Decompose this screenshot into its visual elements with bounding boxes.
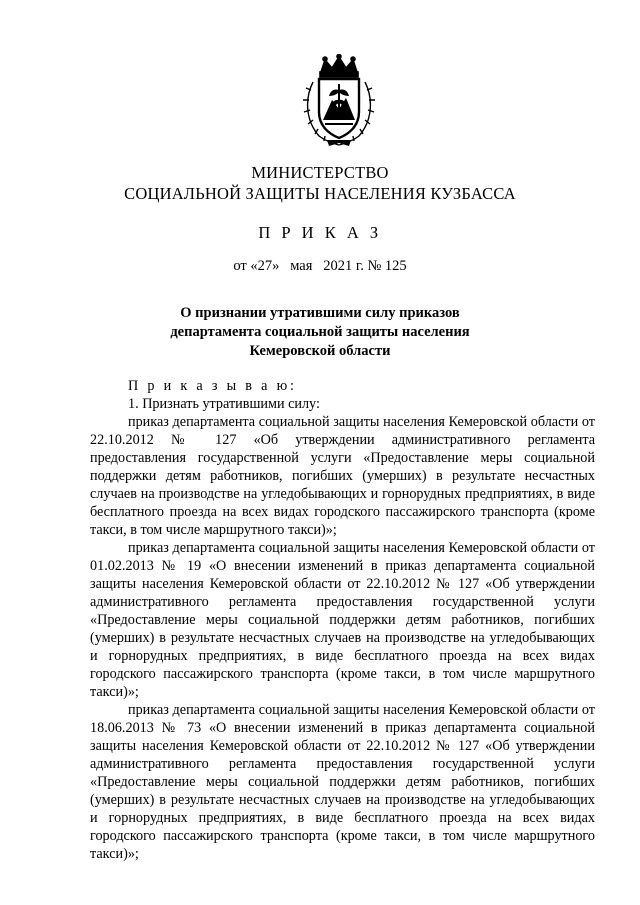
order-item-1: 1. Признать утратившими силу: bbox=[128, 396, 320, 412]
order-title-line1: О признании утратившими силу приказов bbox=[180, 305, 460, 321]
kuzbass-coat-of-arms-icon bbox=[299, 54, 379, 148]
body-paragraph: приказ департамента социальной защиты населения Кемеровской области от 22.10.2012 № 127 «Об утверждении административного регламента предоставления государственной услуги «Предоставление меры социальной поддержки детям работников, погибших (умерших) в результате несчастных случаев на производстве на угледобывающих и горнорудных предприятиях, в виде бесплатного проезда на всех видах городского пассажирского транспорта (кроме такси, в том числе маршрутного такси)»; bbox=[90, 414, 595, 538]
order-title-line3: Кемеровской области bbox=[249, 343, 391, 359]
order-word: П р и к а з ы в а ю: bbox=[128, 378, 297, 394]
document-type-heading: П Р И К А З bbox=[258, 223, 382, 242]
ministry-name-line2: СОЦИАЛЬНОЙ ЗАЩИТЫ НАСЕЛЕНИЯ КУЗБАССА bbox=[124, 184, 516, 203]
ministry-name-line1: МИНИСТЕРСТВО bbox=[251, 163, 389, 182]
order-date-number: от «27» мая 2021 г. № 125 bbox=[233, 258, 407, 274]
body-paragraph: приказ департамента социальной защиты населения Кемеровской области от 18.06.2013 № 73 «О внесении изменений в приказ департамента социальной защиты населения Кемеровской области от 22.10.2012 № 127 «Об утверждении административного регламента предоставления государственной услуги «Предоставление меры социальной поддержки детям работников, погибших (умерших) в результате несчастных случаев на производстве на угледобывающих и горнорудных предприятиях, в виде бесплатного проезда на всех видах городского пассажирского транспорта (кроме такси, в том числе маршрутного такси)»; bbox=[90, 702, 595, 862]
body-paragraph: приказ департамента социальной защиты населения Кемеровской области от 01.02.2013 № 19 «О внесении изменений в приказ департамента социальной защиты населения Кемеровской области от 22.10.2012 № 127 «Об утверждении административного регламента предоставления государственной услуги «Предоставление меры социальной поддержки детям работников, погибших (умерших) в результате несчастных случаев на производстве на угледобывающих и горнорудных предприятиях, в виде бесплатного проезда на всех видах городского пассажирского транспорта (кроме такси, в том числе маршрутного такси)»; bbox=[90, 540, 595, 700]
order-title-line2: департамента социальной защиты населения bbox=[170, 324, 470, 340]
order-body bbox=[90, 377, 595, 863]
